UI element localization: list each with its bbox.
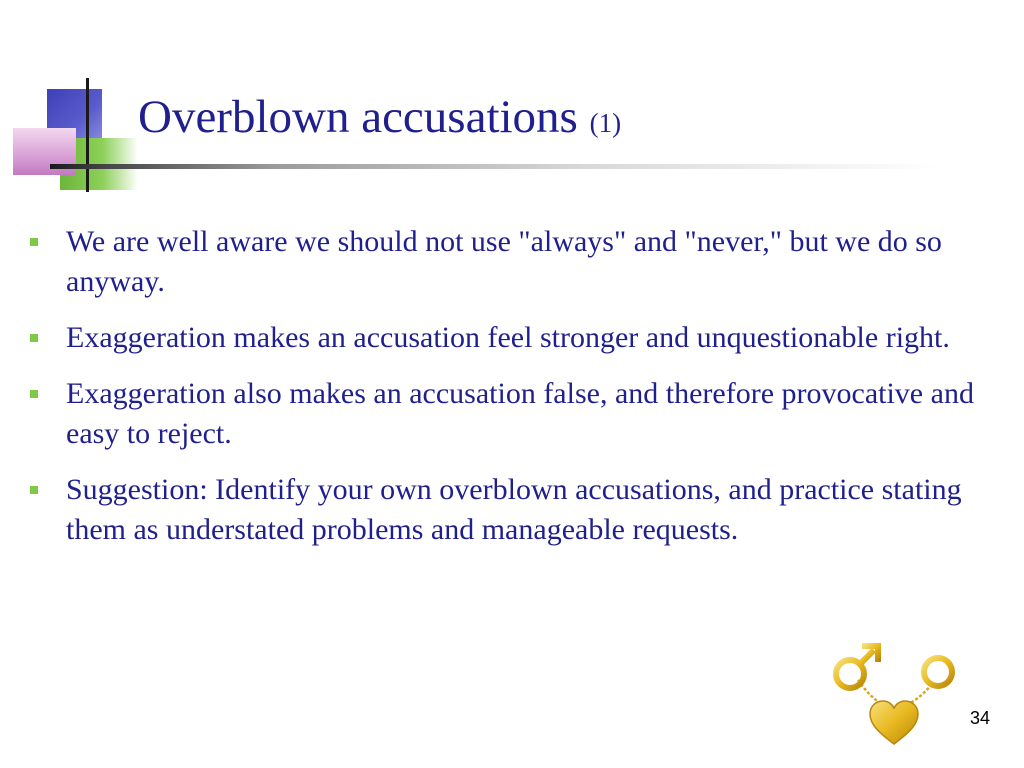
male-symbol-icon (836, 646, 878, 688)
slide-title (138, 90, 621, 144)
bullet-text: Exaggeration makes an accusation feel stronger and unquestionable right. (66, 321, 950, 354)
bullet-item (28, 374, 988, 454)
title-text: Overblown accusations (138, 91, 578, 143)
title-underline (50, 164, 940, 169)
decor-vertical-line (86, 78, 89, 192)
bullet-marker (30, 334, 38, 342)
page-number: 34 (970, 708, 991, 728)
chain (858, 680, 932, 708)
bullet-text: Suggestion: Identify your own overblown accusations, and practice stating them as understated problems and manageable requests. (66, 473, 962, 546)
bullet-marker (30, 238, 38, 246)
bullet-item (28, 470, 988, 550)
bullet-item (28, 318, 988, 358)
bullet-text: Exaggeration also makes an accusation false, and therefore provocative and easy to reject. (66, 377, 974, 450)
bullet-list (28, 222, 988, 566)
gender-heart-emblem (826, 636, 966, 748)
bullet-marker (30, 486, 38, 494)
title-suffix: (1) (589, 108, 622, 138)
heart-icon (870, 701, 918, 744)
bullet-item (28, 222, 988, 302)
female-symbol-icon (924, 658, 952, 712)
bullet-text: We are well aware we should not use "always" and "never," but we do so anyway. (66, 225, 942, 298)
bullet-marker (30, 390, 38, 398)
